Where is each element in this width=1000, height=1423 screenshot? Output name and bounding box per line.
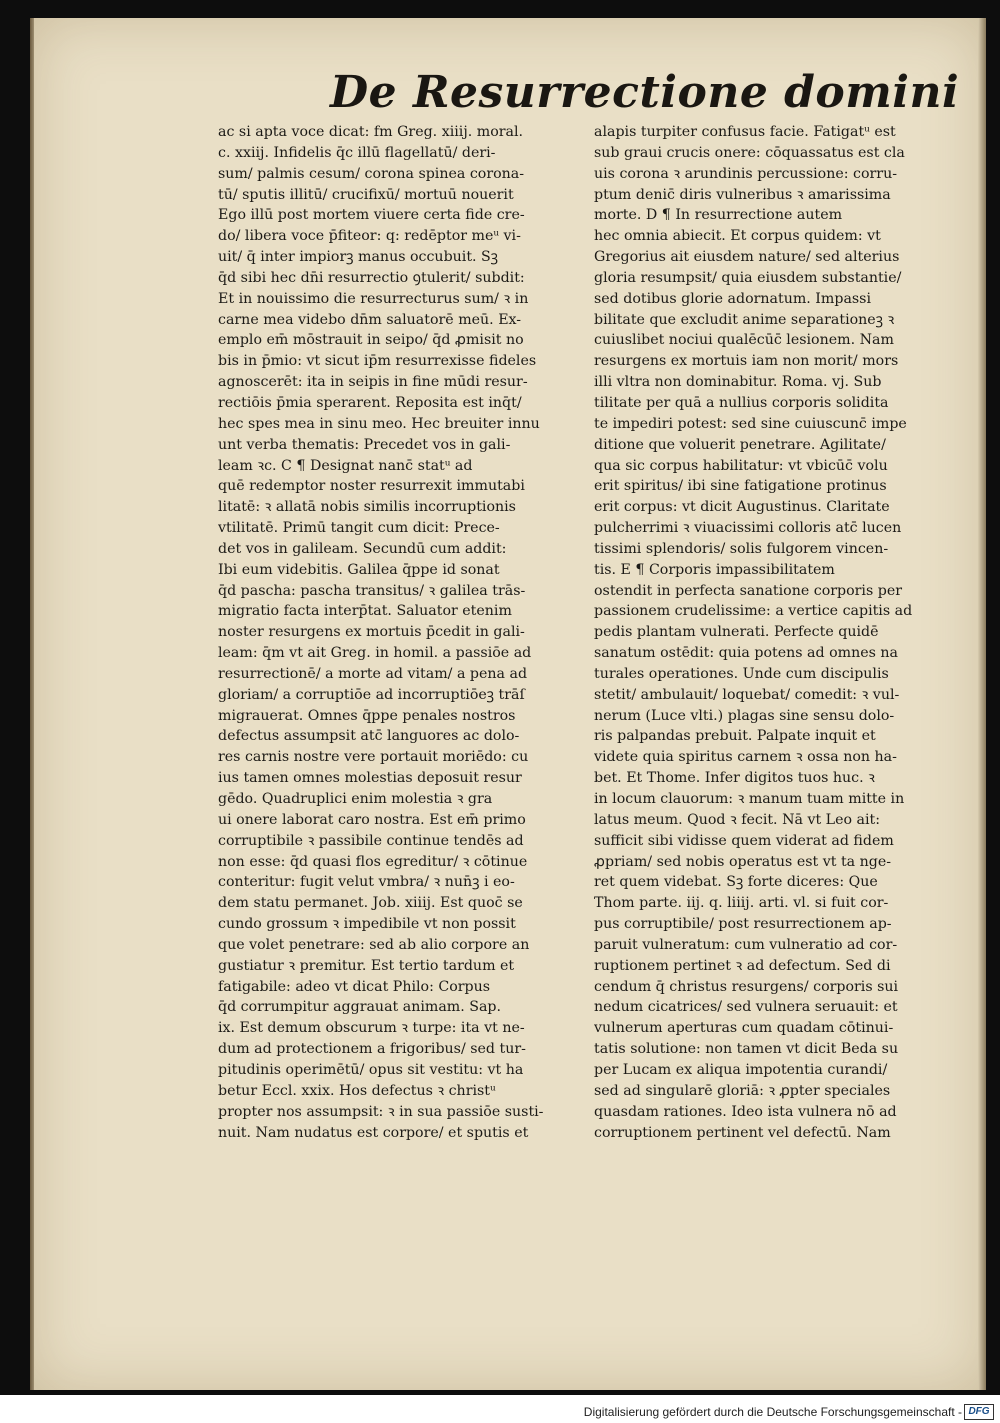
page-edge-right — [978, 18, 986, 1390]
dfg-logo: DFG — [964, 1404, 994, 1420]
text-line: corruptionem pertinent vel defectū. Nam — [594, 1124, 891, 1141]
text-line: do/ libera voce p̄fiteor: q: redēptor meᵘ vi- — [218, 228, 521, 245]
text-line: pedis plantam vulnerati. Perfecte quidē — [594, 624, 879, 641]
text-line: uit/ q̄ inter impiorꝫ manus occubuit. Sꝫ — [218, 249, 499, 266]
text-line: latus meum. Quod ꝛ fecit. Nā vt Leo ait: — [594, 811, 881, 828]
text-line: erit corpus: vt dicit Augustinus. Claritate — [594, 499, 890, 516]
text-line: qua sic corpus habilitatur: vt vbicūc̄ volu — [594, 457, 888, 474]
text-line: sum/ palmis cesum/ corona spinea corona- — [218, 165, 525, 182]
text-line: tilitate per quā a nullius corporis solidita — [594, 394, 889, 411]
text-line: stetit/ ambulauit/ loquebat/ comedit: ꝛ vul- — [594, 686, 900, 703]
text-line: vulnerum aperturas cum quadam cōtinui- — [594, 1020, 894, 1037]
text-line: turales operationes. Unde cum discipulis — [594, 665, 889, 682]
text-line: sed ad singularē gloriā: ꝛ ꝓpter speciales — [594, 1082, 891, 1099]
text-line: uis corona ꝛ arundinis percussione: corru- — [594, 165, 898, 182]
text-line: que volet penetrare: sed ab alio corpore an — [218, 936, 530, 953]
text-line: non esse: q̄d quasi flos egreditur/ ꝛ cōtinue — [218, 853, 528, 870]
text-line: gloriam/ a corruptiōe ad incorruptiōeꝫ trāſ — [218, 686, 525, 703]
text-line: hec spes mea in sinu meo. Hec breuiter innu — [218, 415, 540, 432]
text-line: corruptibile ꝛ passibile continue tendēs ad — [218, 832, 524, 849]
text-line: sanatum ostēdit: quia potens ad omnes na — [594, 645, 899, 662]
text-line: Ibi eum videbitis. Galilea q̄ppe id sonat — [218, 561, 500, 578]
text-line: cundo grossum ꝛ impedibile vt non possit — [218, 916, 516, 933]
text-line: litatē: ꝛ allatā nobis similis incorruptionis — [218, 499, 516, 516]
text-line: defectus assumpsit atc̄ languores ac dolo- — [218, 728, 520, 745]
text-line: illi vltra non dominabitur. Roma. vj. Sub — [594, 374, 882, 391]
text-line: sed dotibus glorie adornatum. Impassi — [594, 290, 871, 307]
text-line: leam ꝛc. C ¶ Designat nanc̄ statᵘ ad — [218, 457, 473, 474]
text-line: ꝓpriam/ sed nobis operatus est vt ta nge- — [594, 853, 892, 870]
text-line: ius tamen omnes molestias deposuit resur — [218, 770, 522, 787]
text-line: ruptionem pertinet ꝛ ad defectum. Sed di — [594, 957, 891, 974]
text-line: ditione que voluerit penetrare. Agilitate/ — [594, 436, 886, 453]
text-line: q̄d pascha: pascha transitus/ ꝛ galilea trās- — [218, 582, 526, 599]
text-line: ptum denic̄ diris vulneribus ꝛ amarissima — [594, 186, 891, 203]
text-line: res carnis nostre vere portauit moriēdo: cu — [218, 749, 529, 766]
text-line: alapis turpiter confusus facie. Fatigatᵘ est — [594, 124, 896, 140]
text-line: betur Eccl. xxix. Hos defectus ꝛ christᵘ — [218, 1082, 496, 1099]
text-line: Et in nouissimo die resurrecturus sum/ ꝛ in — [218, 290, 529, 307]
text-line: fatigabile: adeo vt dicat Philo: Corpus — [218, 978, 491, 995]
text-line: Gregorius ait eiusdem nature/ sed alterius — [594, 249, 900, 266]
text-line: nerum (Luce vlti.) plagas sine sensu dolo- — [594, 707, 895, 724]
text-line: quē redemptor noster resurrexit immutabi — [218, 478, 525, 495]
text-line: pus corruptibile/ post resurrectionem ap- — [594, 916, 892, 933]
text-line: conteritur: fugit velut vmbra/ ꝛ nun̄ꝫ i eo- — [218, 874, 515, 891]
text-column-right — [594, 122, 966, 1182]
text-line: noster resurgens ex mortuis p̄cedit in gali- — [218, 624, 525, 641]
text-line: bis in p̄mio: vt sicut ip̄m resurrexisse fideles — [218, 353, 537, 370]
running-title: De Resurrectione domini — [330, 67, 960, 118]
text-line: sub graui crucis onere: cōquassatus est cla — [594, 144, 905, 161]
text-line: in locum clauorum: ꝛ manum tuam mitte in — [594, 791, 905, 807]
text-line: pulcherrimi ꝛ viuacissimi colloris atc̄ lucen — [594, 520, 902, 537]
text-line: ui onere laborat caro nostra. Est em̄ primo — [218, 811, 526, 828]
text-line: cuiuslibet nociui qualēcūc̄ lesionem. Nam — [594, 332, 894, 349]
text-line: unt verba thematis: Precedet vos in gali- — [218, 436, 511, 453]
text-line: gloria resumpsit/ quia eiusdem substantie/ — [594, 269, 902, 286]
text-line: morte. D ¶ In resurrectione autem — [594, 207, 843, 224]
text-line: c. xxiij. Infidelis q̄c illū flagellatū/ deri- — [218, 144, 496, 161]
text-line: ris palpandas prebuit. Palpate inquit et — [594, 728, 876, 745]
text-line: tissimi splendoris/ solis fulgorem vincen- — [594, 540, 889, 557]
text-line: ostendit in perfecta sanatione corporis per — [594, 582, 903, 599]
text-line: migrauerat. Omnes q̄ppe penales nostros — [218, 707, 516, 724]
text-line: passionem crudelissime: a vertice capitis ad — [594, 603, 913, 620]
funding-credit: Digitalisierung gefördert durch die Deutsche Forschungsgemeinschaft - — [583, 1405, 962, 1419]
text-line: emplo em̄ mōstrauit in seipo/ q̄d ꝓmisit no — [218, 332, 524, 349]
text-line: migratio facta interp̄tat. Saluator etenim — [218, 603, 512, 620]
text-line: leam: q̄m vt ait Greg. in homil. a passiōe ad — [218, 645, 532, 662]
text-column-left — [218, 122, 590, 1182]
text-line: nedum cicatrices/ sed vulnera seruauit: et — [594, 999, 898, 1016]
text-line: gustiatur ꝛ premitur. Est tertio tardum et — [218, 957, 515, 974]
text-line: vtilitatē. Primū tangit cum dicit: Prece- — [218, 520, 500, 537]
text-line: tū/ sputis illitū/ crucifixū/ mortuū nouerit — [218, 186, 514, 203]
text-line: nuit. Nam nudatus est corpore/ et sputis et — [218, 1124, 529, 1141]
text-line: videte quia spiritus carnem ꝛ ossa non ha- — [594, 749, 897, 766]
text-line: resurgens ex mortuis iam non morit/ mors — [594, 353, 899, 370]
text-line: ret quem videbat. Sꝫ forte diceres: Que — [594, 874, 878, 891]
text-line: te impediri potest: sed sine cuiuscunc̄ impe — [594, 415, 907, 432]
text-line: bet. Et Thome. Infer digitos tuos huc. ꝛ — [594, 770, 875, 787]
text-line: carne mea videbo dn̄m saluatorē meū. Ex- — [218, 311, 522, 328]
text-line: dum ad protectionem a frigoribus/ sed tur- — [218, 1041, 526, 1058]
text-line: erit spiritus/ ibi sine fatigatione protinus — [594, 478, 887, 495]
text-line: ix. Est demum obscurum ꝛ turpe: ita vt ne- — [218, 1020, 525, 1037]
text-line: Ego illū post mortem viuere certa fide cre- — [218, 207, 525, 224]
text-line: q̄d corrumpitur aggrauat animam. Sap. — [218, 999, 502, 1016]
text-line: ac si apta voce dicat: fm Greg. xiiij. moral. — [218, 124, 524, 140]
text-line: tatis solutione: non tamen vt dicit Beda su — [594, 1041, 899, 1058]
text-line: agnoscerēt: ita in seipis in fine mūdi resur- — [218, 374, 528, 391]
text-line: Thom parte. iij. q. liiij. arti. vl. si fuit cor- — [594, 895, 889, 912]
text-line: paruit vulneratum: cum vulneratio ad cor- — [594, 936, 898, 953]
text-line: hec omnia abiecit. Et corpus quidem: vt — [594, 228, 881, 245]
text-line: tis. E ¶ Corporis impassibilitatem — [594, 561, 835, 578]
text-line: q̄d sibi hec dn̄i resurrectio ꝯtulerit/ subdit: — [218, 269, 525, 286]
text-line: gēdo. Quadruplici enim molestia ꝛ gra — [218, 791, 493, 807]
text-line: resurrectionē/ a morte ad vitam/ a pena ad — [218, 665, 528, 682]
text-line: per Lucam ex aliqua impotentia curandi/ — [594, 1061, 888, 1078]
text-line: sufficit sibi vidisse quem viderat ad fidem — [594, 832, 894, 849]
text-line: quasdam rationes. Ideo ista vulnera nō ad — [594, 1103, 897, 1120]
text-line: dem statu permanet. Job. xiiij. Est quoc̄ se — [218, 895, 523, 912]
text-line: rectiōis p̄mia sperarent. Reposita est inq̄t/ — [218, 394, 522, 411]
text-line: det vos in galileam. Secundū cum addit: — [218, 540, 507, 557]
text-line: pitudinis operimētū/ opus sit vestitu: vt ha — [218, 1061, 524, 1078]
text-line: propter nos assumpsit: ꝛ in sua passiōe susti- — [218, 1103, 544, 1120]
text-line: cendum q̄ christus resurgens/ corporis sui — [594, 978, 899, 995]
text-line: bilitate que excludit anime separationeꝫ ꝛ — [594, 311, 895, 328]
